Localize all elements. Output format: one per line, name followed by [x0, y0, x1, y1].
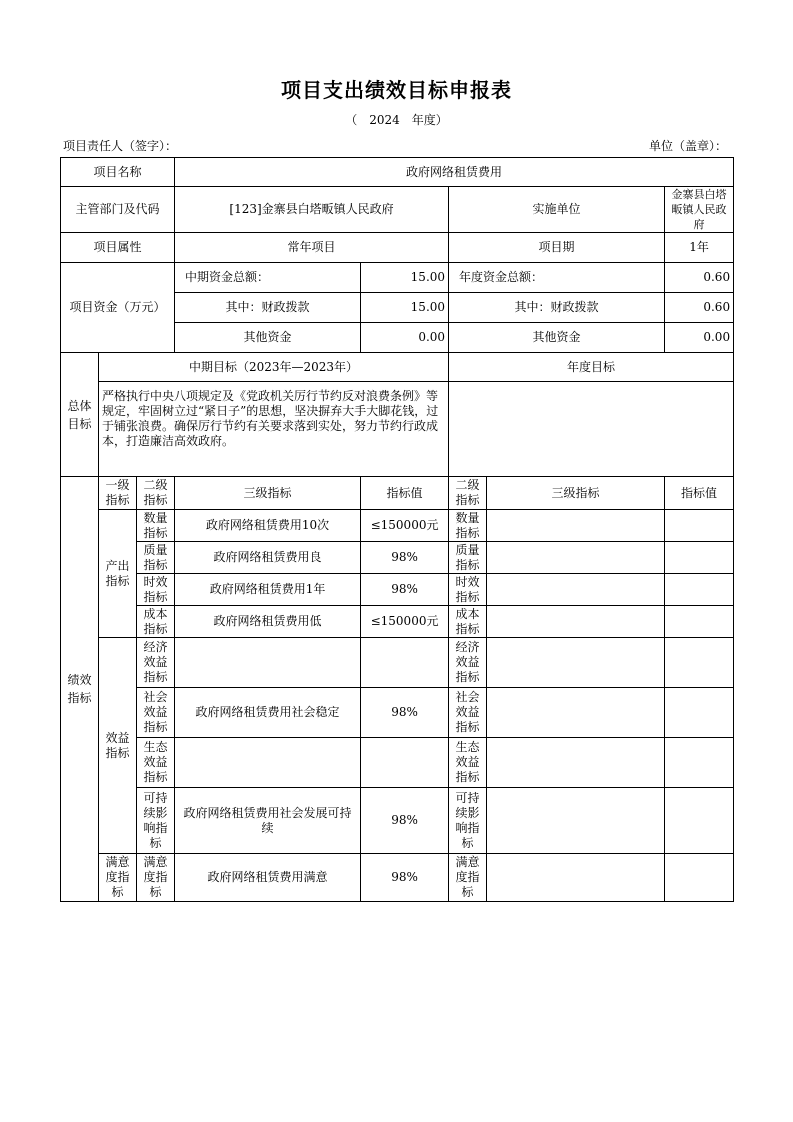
mid-total-label: 中期资金总额：: [175, 263, 361, 293]
l2-cost: 成本指标: [137, 606, 175, 638]
year-goal-text: [449, 382, 734, 477]
val-cost: ≤150000元: [361, 606, 449, 638]
responsible-label: 项目责任人（签字）：: [63, 139, 178, 153]
year-total-label: 年度资金总额：: [449, 263, 665, 293]
h-level2: 二级指标: [137, 477, 175, 510]
year-line: （ 2024 年度）: [345, 113, 448, 127]
l3-sustainable-year: [487, 788, 665, 854]
l3-economic: [175, 638, 361, 688]
val-satisfy-year: [665, 854, 734, 902]
val-social: 98%: [361, 688, 449, 738]
l3-satisfy-year: [487, 854, 665, 902]
h-level3: 三级指标: [175, 477, 361, 510]
val-economic-year: [665, 638, 734, 688]
val-cost-year: [665, 606, 734, 638]
year-goal-header: 年度目标: [449, 353, 734, 382]
page-title: 项目支出绩效目标申报表: [281, 78, 512, 102]
l2-quality: 质量指标: [137, 542, 175, 574]
mid-other-value: 0.00: [361, 323, 449, 353]
l3-timeliness: 政府网络租赁费用1年: [175, 574, 361, 606]
val-quantity: ≤150000元: [361, 510, 449, 542]
year-fiscal-label: 其中：财政拨款: [449, 293, 665, 323]
l2-social-year: 社会效益指标: [449, 688, 487, 738]
l2-sustainable: 可持续影响指标: [137, 788, 175, 854]
attr-value: 常年项目: [175, 233, 449, 263]
val-ecological-year: [665, 738, 734, 788]
l3-quality-year: [487, 542, 665, 574]
performance-table: [60, 157, 734, 902]
funds-label: 项目资金（万元）: [61, 263, 175, 353]
overall-goal-label: 总体目标: [61, 353, 99, 477]
l2-quantity-year: 数量指标: [449, 510, 487, 542]
l3-quality: 政府网络租赁费用良: [175, 542, 361, 574]
l2-timeliness-year: 时效指标: [449, 574, 487, 606]
l2-quantity: 数量指标: [137, 510, 175, 542]
mid-fiscal-label: 其中：财政拨款: [175, 293, 361, 323]
perf-label: 绩效指标: [61, 477, 99, 902]
l2-cost-year: 成本指标: [449, 606, 487, 638]
impl-value: 金寨县白塔畈镇人民政府: [665, 187, 734, 233]
cat-output: 产出指标: [99, 510, 137, 638]
val-timeliness: 98%: [361, 574, 449, 606]
h-level3-year: 三级指标: [487, 477, 665, 510]
l3-economic-year: [487, 638, 665, 688]
period-label: 项目期: [449, 233, 665, 263]
h-level2-year: 二级指标: [449, 477, 487, 510]
period-value: 1年: [665, 233, 734, 263]
impl-label: 实施单位: [449, 187, 665, 233]
cat-effect: 效益指标: [99, 638, 137, 854]
l2-satisfy-year: 满意度指标: [449, 854, 487, 902]
l3-ecological: [175, 738, 361, 788]
h-value: 指标值: [361, 477, 449, 510]
mid-fiscal-value: 15.00: [361, 293, 449, 323]
l3-social: 政府网络租赁费用社会稳定: [175, 688, 361, 738]
l2-timeliness: 时效指标: [137, 574, 175, 606]
year-fiscal-value: 0.60: [665, 293, 734, 323]
l2-ecological: 生态效益指标: [137, 738, 175, 788]
val-social-year: [665, 688, 734, 738]
dept-value: [123]金寨县白塔畈镇人民政府: [175, 187, 449, 233]
l2-economic: 经济效益指标: [137, 638, 175, 688]
val-satisfy: 98%: [361, 854, 449, 902]
l2-social: 社会效益指标: [137, 688, 175, 738]
l3-quantity-year: [487, 510, 665, 542]
cat-satisfy: 满意度指标: [99, 854, 137, 902]
l3-timeliness-year: [487, 574, 665, 606]
val-economic: [361, 638, 449, 688]
l3-ecological-year: [487, 738, 665, 788]
l3-cost-year: [487, 606, 665, 638]
mid-other-label: 其他资金: [175, 323, 361, 353]
val-sustainable: 98%: [361, 788, 449, 854]
l3-sustainable: 政府网络租赁费用社会发展可持续: [175, 788, 361, 854]
l3-cost: 政府网络租赁费用低: [175, 606, 361, 638]
val-timeliness-year: [665, 574, 734, 606]
mid-total-value: 15.00: [361, 263, 449, 293]
val-quantity-year: [665, 510, 734, 542]
h-level1: 一级指标: [99, 477, 137, 510]
l3-quantity: 政府网络租赁费用10次: [175, 510, 361, 542]
unit-label: 单位（盖章）：: [648, 139, 727, 153]
mid-goal-text: 严格执行中央八项规定及《党政机关厉行节约反对浪费条例》等规定，牢固树立过“紧日子”的思想，坚决摒弃大手大脚花钱，过于铺张浪费。确保厉行节约有关要求落到实处，努力节约行政成本，打造廉洁高效政府。: [99, 382, 449, 477]
l2-economic-year: 经济效益指标: [449, 638, 487, 688]
val-quality-year: [665, 542, 734, 574]
val-ecological: [361, 738, 449, 788]
h-value-year: 指标值: [665, 477, 734, 510]
attr-label: 项目属性: [61, 233, 175, 263]
project-name-label: 项目名称: [61, 158, 175, 187]
val-sustainable-year: [665, 788, 734, 854]
l3-social-year: [487, 688, 665, 738]
year-other-value: 0.00: [665, 323, 734, 353]
l3-satisfy: 政府网络租赁费用满意: [175, 854, 361, 902]
l2-sustainable-year: 可持续影响指标: [449, 788, 487, 854]
l2-satisfy: 满意度指标: [137, 854, 175, 902]
val-quality: 98%: [361, 542, 449, 574]
year-total-value: 0.60: [665, 263, 734, 293]
dept-label: 主管部门及代码: [61, 187, 175, 233]
mid-goal-header: 中期目标（2023年—2023年）: [99, 353, 449, 382]
l2-ecological-year: 生态效益指标: [449, 738, 487, 788]
project-name-value: 政府网络租赁费用: [175, 158, 734, 187]
l2-quality-year: 质量指标: [449, 542, 487, 574]
year-other-label: 其他资金: [449, 323, 665, 353]
